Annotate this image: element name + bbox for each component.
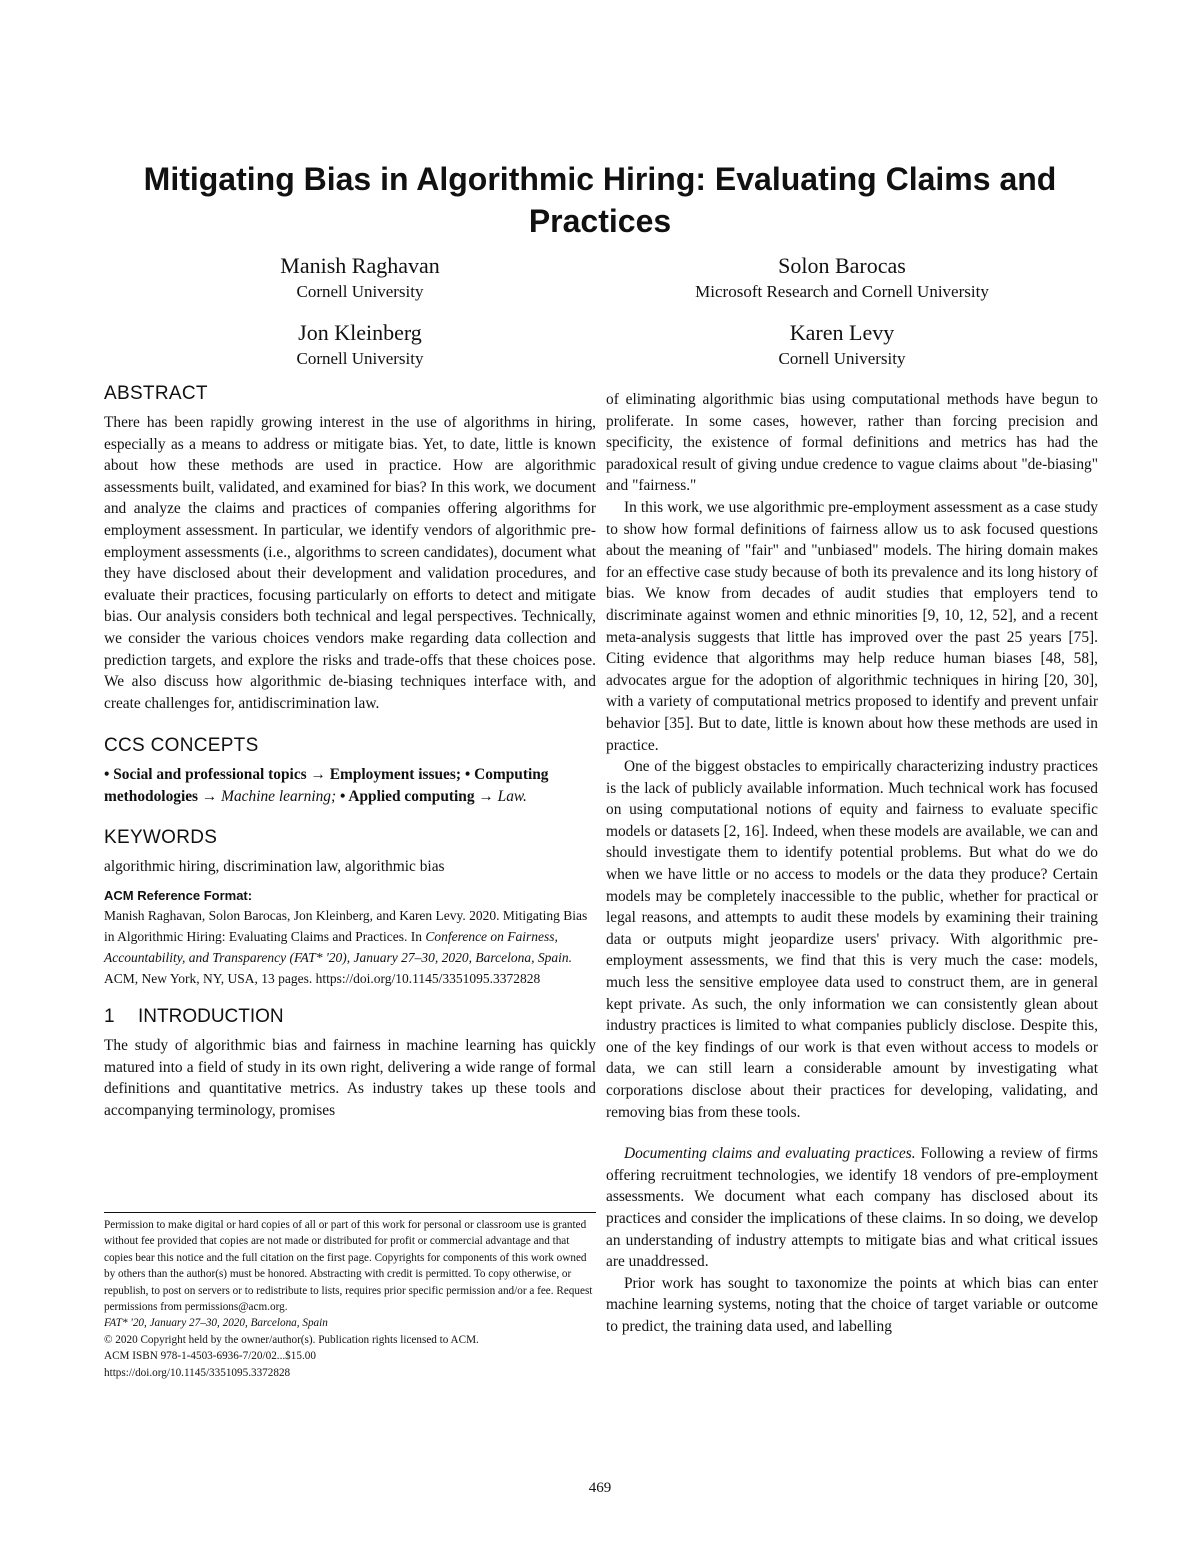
intro-paragraph: The study of algorithmic bias and fairness in machine learning has quickly matured into a field of study in its own right, delivering a wide range of formal definitions and quantitative metrics. As industry takes up these tools and accompanying terminology, promises (104, 1037, 596, 1119)
intro-paragraph: One of the biggest obstacles to empirically characterizing industry practices is the lack of publicly available information. Much technical work has focused on using computational notions of equity and fairness to evaluate specific models or datasets [2, 16]. Indeed, when these models are available, we can and should investigate them to identify potential problems. But what do we do when we have little or no access to models or the data they produce? Certain models may be completely inaccessible to the public, whether for practical or legal reasons, and attempts to audit these models by examining their training data or outputs might jeopardize users' privacy. With algorithmic pre-employment assessments, we find that this is very much the case: models, much less the sensitive employee data used to construct them, are in general kept private. As such, the only information we can consistently glean about industry practices is limited to what companies publicly disclose. Despite this, one of the key findings of our work is that even without access to models or data, we can still learn a considerable amount by investigating what corporations disclose about their practices for developing, validating, and removing bias from these tools. (606, 758, 1098, 1121)
author-affiliation: Cornell University (778, 349, 906, 368)
permission-notice: Permission to make digital or hard copies of all or part of this work for personal or classroom use is granted without fee provided that copies are not made or distributed for profit or commercial advantage and that copies bear this notice and the full citation on the first page. Copyrights for components of this work owned by others than the author(s) must be honored. Abstracting with credit is permitted. To copy otherwise, or republish, to post on servers or to redistribute to lists, requires prior specific permission and/or a fee. Request permissions from permissions@acm.org. (104, 1219, 593, 1314)
keywords-text: algorithmic hiring, discrimination law, algorithmic bias (104, 857, 445, 875)
doi-line: https://doi.org/10.1145/3351095.3372828 (104, 1366, 291, 1379)
page-number: 469 (588, 1480, 612, 1496)
ccs-heading: CCS CONCEPTS (104, 735, 259, 757)
author-name: Jon Kleinberg (298, 320, 422, 345)
section-title: INTRODUCTION (138, 1006, 284, 1028)
paper-title: Mitigating Bias in Algorithmic Hiring: Evaluating Claims and Practices (143, 161, 1057, 239)
section-number: 1 (104, 1006, 115, 1028)
author-name: Karen Levy (789, 320, 895, 345)
ccs-term: • Computing methodologies → (104, 766, 549, 805)
acm-reference (104, 905, 596, 989)
ccs-term: • Applied computing → (340, 787, 494, 805)
isbn-line: ACM ISBN 978-1-4503-6936-7/20/02...$15.00 (104, 1350, 316, 1363)
author-affiliation: Cornell University (296, 349, 424, 368)
ccs-term-italic: Law. (497, 787, 527, 805)
acm-reference-heading: ACM Reference Format: (104, 888, 253, 904)
author-block (617, 253, 1067, 303)
reference-rest: ACM, New York, NY, USA, 13 pages. https://doi.org/10.1145/3351095.3372828 (104, 971, 541, 987)
paragraph-runin-title: Documenting claims and evaluating practices. (624, 1145, 916, 1163)
abstract-text: There has been rapidly growing interest in the use of algorithms in hiring, especially as a means to address or mitigate bias. Yet, to date, little is known about how these methods are used in practice. How are algorithmic assessments built, validated, and examined for bias? In this work, we document and analyze the claims and practices of companies offering algorithms for employment assessment. In particular, we identify vendors of algorithmic pre-employment assessments (i.e., algorithms to screen candidates), document what they have disclosed about their development and validation procedures, and evaluate their practices, focusing particularly on efforts to detect and mitigate bias. Our analysis considers both technical and legal perspectives. Technically, we consider the various choices vendors make regarding data collection and prediction targets, and explore the risks and trade-offs that these choices pose. We also discuss how algorithmic de-biasing techniques interface with, and create challenges for, antidiscrimination law. (104, 414, 596, 712)
intro-paragraph: of eliminating algorithmic bias using computational methods have begun to proliferate. In some cases, however, rather than forcing precision and specificity, the existence of formal definitions and metrics has had the paradoxical result of giving undue credence to vague claims about "de-biasing" and "fairness." (606, 391, 1098, 495)
author-name: Manish Raghavan (280, 253, 440, 278)
intro-paragraph: Prior work has sought to taxonomize the points at which bias can enter machine learning systems, noting that the choice of target variable or outcome to predict, the training data used, and labelling (606, 1274, 1098, 1335)
right-column (606, 389, 1098, 1338)
author-name: Solon Barocas (778, 253, 906, 278)
author-affiliation: Cornell University (296, 282, 424, 301)
paragraph-text: Following a review of firms offering recruitment technologies, we identify 18 vendors of pre-employment assessments. We document what each company has disclosed about its practices and consider the implications of these claims. In so doing, we develop an understanding of industry attempts to mitigate bias and what critical issues are unaddressed. (606, 1145, 1098, 1271)
reference-venue: Conference on Fairness, Accountability, and Transparency (FAT* '20), January 27–30, 2020, Barcelona, Spain. (104, 929, 572, 966)
author-block (135, 320, 585, 370)
copyright-line: © 2020 Copyright held by the owner/author(s). Publication rights licensed to ACM. (104, 1333, 479, 1346)
author-block (135, 253, 585, 303)
conference-line: FAT* '20, January 27–30, 2020, Barcelona, Spain (104, 1317, 328, 1330)
ccs-concepts (104, 764, 596, 807)
intro-heading (104, 1005, 596, 1029)
left-column (104, 382, 596, 1121)
author-block (617, 320, 1067, 370)
ccs-term: • Social and professional topics → Employment issues; (104, 766, 461, 784)
ccs-term-italic: Machine learning; (221, 787, 337, 805)
abstract-heading: ABSTRACT (104, 383, 208, 404)
intro-paragraph: In this work, we use algorithmic pre-employment assessment as a case study to show how formal definitions of fairness allow us to ask focused questions about the meaning of "fair" and "unbiased" models. The hiring domain makes for an effective case study because of both its prevalence and its long history of bias. We know from decades of audit studies that employers tend to discriminate against women and ethnic minorities [9, 10, 12, 52], and a recent meta-analysis suggests that little has improved over the past 25 years [75]. Citing evidence that algorithms may help reduce human biases [48, 58], advocates argue for the adoption of algorithmic techniques in hiring [20, 30], with a variety of computational metrics proposed to identify and prevent unfair behavior [35]. But to date, little is known about how these methods are used in practice. (606, 498, 1098, 754)
copyright-footnote (104, 1212, 596, 1381)
author-affiliation: Microsoft Research and Cornell University (695, 282, 989, 301)
reference-authors: Manish Raghavan, Solon Barocas, Jon Kleinberg, and Karen Levy. 2020. Mitigating Bias in Algorithmic Hiring: Evaluating Claims and Practices. In (104, 908, 588, 945)
intro-paragraph (606, 1143, 1098, 1273)
keywords-heading: KEYWORDS (104, 826, 218, 848)
